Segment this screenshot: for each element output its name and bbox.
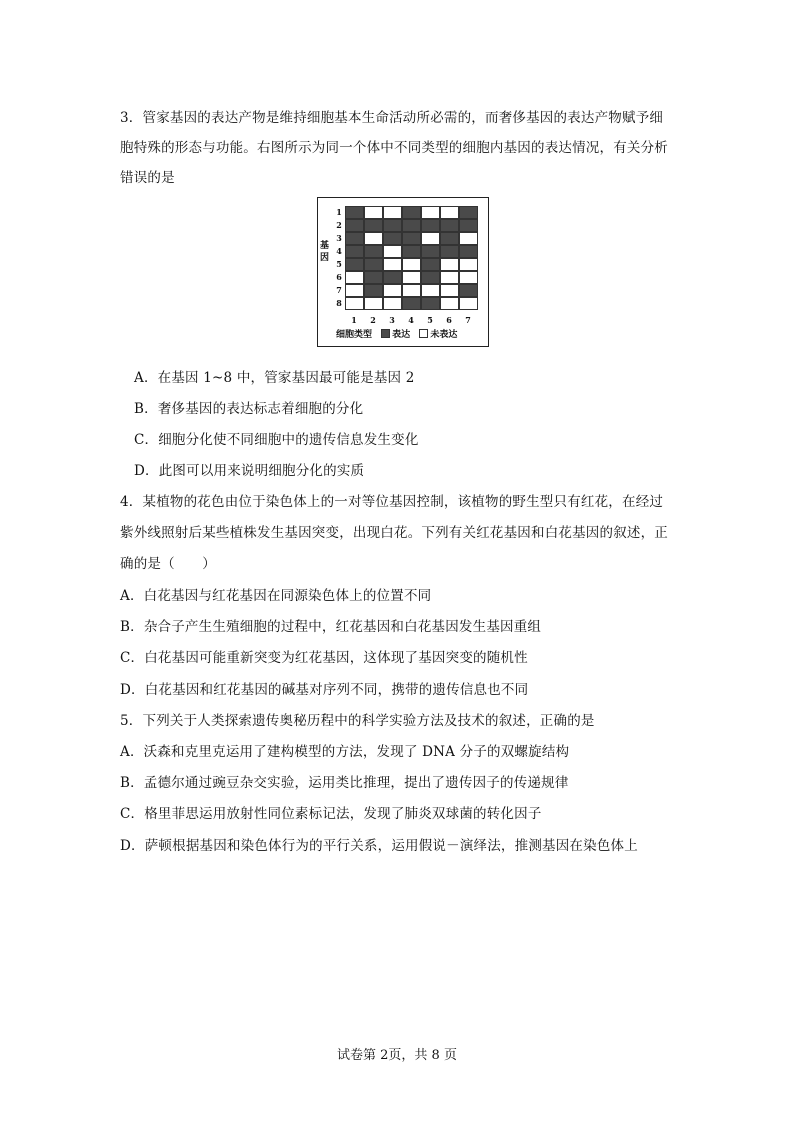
cell-expressed	[402, 245, 421, 258]
q5-stem: 5．下列关于人类探索遗传奥秘历程中的科学实验方法及技术的叙述，正确的是	[120, 713, 595, 729]
q3-stem-line-1: 3．管家基因的表达产物是维持细胞基本生命活动所必需的，而奢侈基因的表达产物赋予细	[120, 110, 664, 126]
col-label: 4	[408, 315, 414, 325]
cell-expressed	[402, 232, 421, 245]
cell-not-expressed	[440, 258, 459, 271]
cell-expressed	[345, 206, 364, 219]
q4-stem-line-1: 4．某植物的花色由位于染色体上的一对等位基因控制，该植物的野生型只有红花，在经过	[120, 494, 664, 510]
col-label: 3	[389, 315, 395, 325]
q4-option-a: A．白花基因与红花基因在同源染色体上的位置不同	[120, 588, 432, 604]
cell-not-expressed	[345, 284, 364, 297]
cell-expressed	[345, 232, 364, 245]
page-footer: 试卷第 2页，共 8 页	[337, 1048, 457, 1063]
cell-expressed	[421, 219, 440, 232]
row-label: 5	[336, 259, 342, 269]
q3-option-c: C．细胞分化使不同细胞中的遗传信息发生变化	[134, 432, 419, 448]
cell-not-expressed	[345, 271, 364, 284]
cell-expressed	[402, 219, 421, 232]
cell-not-expressed	[402, 258, 421, 271]
cell-expressed	[421, 258, 440, 271]
cell-not-expressed	[459, 258, 478, 271]
figure-y-axis-label: 基因	[320, 241, 330, 263]
cell-not-expressed	[364, 297, 383, 310]
cell-not-expressed	[421, 206, 440, 219]
cell-not-expressed	[459, 232, 478, 245]
cell-expressed	[459, 206, 478, 219]
cell-expressed	[440, 245, 459, 258]
cell-expressed	[345, 258, 364, 271]
q4-option-d: D．白花基因和红花基因的碱基对序列不同，携带的遗传信息也不同	[120, 682, 529, 698]
col-label: 1	[351, 315, 357, 325]
not-expressed-swatch-icon	[419, 329, 428, 338]
col-label: 6	[446, 315, 452, 325]
gene-expression-figure	[317, 197, 489, 347]
cell-expressed	[383, 232, 402, 245]
cell-not-expressed	[383, 284, 402, 297]
col-label: 7	[465, 315, 471, 325]
cell-expressed	[364, 219, 383, 232]
cell-not-expressed	[402, 284, 421, 297]
cell-expressed	[459, 284, 478, 297]
cell-not-expressed	[459, 271, 478, 284]
cell-expressed	[383, 271, 402, 284]
q4-stem-line-3: 确的是（ ）	[120, 556, 216, 572]
cell-not-expressed	[440, 271, 459, 284]
q3-option-b: B．奢侈基因的表达标志着细胞的分化	[134, 401, 364, 417]
cell-expressed	[440, 219, 459, 232]
q5-option-a: A．沃森和克里克运用了建构模型的方法，发现了 DNA 分子的双螺旋结构	[120, 744, 570, 760]
legend-not-expressed-label: 未表达	[430, 330, 458, 340]
cell-not-expressed	[383, 297, 402, 310]
cell-not-expressed	[364, 206, 383, 219]
cell-not-expressed	[383, 258, 402, 271]
col-label: 2	[370, 315, 376, 325]
cell-expressed	[440, 232, 459, 245]
q3-option-a: A．在基因 1~8 中，管家基因最可能是基因 2	[134, 370, 415, 386]
row-label: 6	[336, 272, 342, 282]
q5-option-c: C．格里菲思运用放射性同位素标记法，发现了肺炎双球菌的转化因子	[120, 806, 542, 822]
q4-option-c: C．白花基因可能重新突变为红花基因，这体现了基因突变的随机性	[120, 650, 528, 666]
q4-option-b: B．杂合子产生生殖细胞的过程中，红花基因和白花基因发生基因重组	[120, 619, 542, 635]
cell-expressed	[345, 245, 364, 258]
cell-not-expressed	[383, 245, 402, 258]
cell-not-expressed	[440, 297, 459, 310]
cell-expressed	[402, 206, 421, 219]
cell-expressed	[383, 219, 402, 232]
cell-expressed	[421, 245, 440, 258]
q5-option-b: B．孟德尔通过豌豆杂交实验，运用类比推理，提出了遗传因子的传递规律	[120, 775, 569, 791]
row-label: 2	[336, 220, 342, 230]
cell-expressed	[364, 245, 383, 258]
cell-not-expressed	[440, 284, 459, 297]
expressed-swatch-icon	[381, 329, 390, 338]
row-label: 3	[336, 233, 342, 243]
cell-not-expressed	[383, 206, 402, 219]
cell-not-expressed	[364, 232, 383, 245]
row-label: 1	[336, 207, 342, 217]
legend-expressed-label: 表达	[392, 330, 411, 340]
cell-not-expressed	[421, 284, 440, 297]
cell-not-expressed	[345, 297, 364, 310]
cell-expressed	[364, 271, 383, 284]
row-label: 4	[336, 246, 342, 256]
q3-option-d: D．此图可以用来说明细胞分化的实质	[134, 463, 365, 479]
q3-stem-line-2: 胞特殊的形态与功能。右图所示为同一个体中不同类型的细胞内基因的表达情况，有关分析	[120, 140, 668, 156]
cell-expressed	[364, 284, 383, 297]
figure-legend	[336, 327, 457, 340]
cell-expressed	[402, 297, 421, 310]
cell-not-expressed	[440, 206, 459, 219]
cell-not-expressed	[459, 297, 478, 310]
cell-expressed	[345, 219, 364, 232]
q4-stem-line-2: 紫外线照射后某些植株发生基因突变，出现白花。下列有关红花基因和白花基因的叙述，正	[120, 525, 668, 541]
cell-expressed	[364, 258, 383, 271]
cell-expressed	[459, 245, 478, 258]
figure-x-axis-label: 细胞类型	[336, 330, 373, 340]
row-label: 7	[336, 285, 342, 295]
cell-expressed	[459, 219, 478, 232]
q5-option-d: D．萨顿根据基因和染色体行为的平行关系，运用假说－演绎法，推测基因在染色体上	[120, 838, 638, 854]
col-label: 5	[427, 315, 433, 325]
row-label: 8	[336, 298, 342, 308]
cell-expressed	[421, 271, 440, 284]
cell-not-expressed	[421, 232, 440, 245]
q3-stem-line-3: 错误的是	[120, 170, 175, 186]
cell-expressed	[421, 297, 440, 310]
cell-not-expressed	[402, 271, 421, 284]
